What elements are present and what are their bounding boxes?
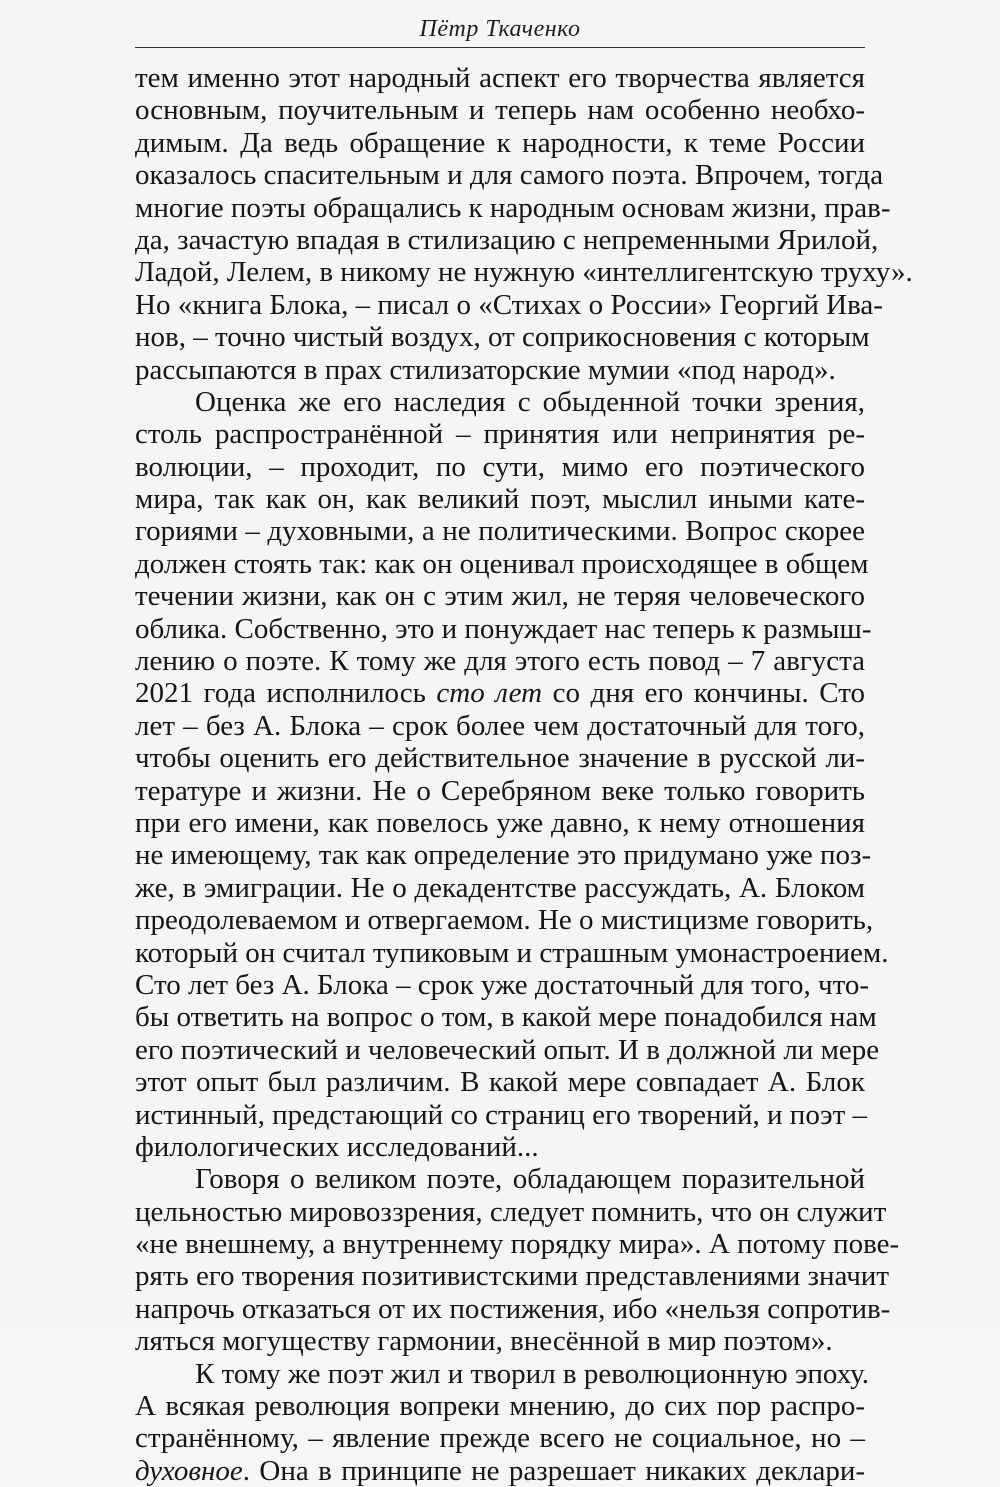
- text-run: . Она в принципе не разрешает никаких деклари-: [242, 1454, 865, 1487]
- text-line: основным, поучительным и теперь нам особенно необхо-: [135, 94, 865, 127]
- paragraph-start-line: Оценка же его наследия с обыденной точки зрения,: [195, 385, 865, 418]
- text-line: волюции, – проходит, по сути, мимо его поэтического: [135, 450, 865, 483]
- text-line: Ладой, Лелем, в никому не нужную «интеллигентскую труху».: [135, 256, 913, 289]
- text-line: димым. Да ведь обращение к народности, к теме России: [135, 126, 865, 159]
- text-line: оказалось спасительным и для самого поэта. Впрочем, тогда: [135, 159, 884, 192]
- italic-run: духовное: [135, 1454, 243, 1487]
- text-line: который он считал тупиковым и страшным умонастроением.: [135, 936, 889, 969]
- text-line: А всякая революция вопреки мнению, до сих пор распро-: [135, 1390, 865, 1423]
- text-line: не имеющему, так как определение это придумано уже поз-: [135, 839, 872, 872]
- text-line: лению о поэте. К тому же для этого есть повод – 7 августа: [135, 645, 865, 678]
- text-line: цельностью мировоззрения, следует помнить, что он служит: [135, 1195, 887, 1228]
- text-line: многие поэты обращались к народным основам жизни, прав-: [135, 191, 891, 224]
- text-line: истинный, предстающий со страниц его творений, и поэт –: [135, 1098, 868, 1131]
- text-line: нов, – точно чистый воздух, от соприкосновения с которым: [135, 321, 870, 354]
- text-line: чтобы оценить его действительное значение в русской ли-: [135, 742, 865, 775]
- text-line: тературе и жизни. Не о Серебряном веке только говорить: [135, 774, 865, 807]
- text-line: напрочь отказаться от их постижения, ибо «нельзя сопротив-: [135, 1292, 891, 1325]
- text-line: рять его творения позитивистскими представлениями значит: [135, 1260, 889, 1293]
- text-line: течении жизни, как он с этим жил, не теряя человеческого: [135, 580, 865, 613]
- text-line: его поэтический и человеческий опыт. И в должной ли мере: [135, 1033, 880, 1066]
- text-line: при его имени, как повелось уже давно, к нему отношения: [135, 806, 865, 839]
- text-line: столь распространённой – принятия или непринятия ре-: [135, 418, 865, 451]
- text-line-mixed: [135, 677, 865, 709]
- italic-run: сто лет: [436, 677, 543, 710]
- text-line: «не внешнему, а внутреннему порядку мира». А потому пове-: [135, 1228, 900, 1261]
- text-line: преодолеваемом и отвергаемом. Не о мистицизме говорить,: [135, 904, 874, 937]
- text-line: же, в эмиграции. Не о декадентстве рассуждать, А. Блоком: [135, 871, 865, 904]
- text-line: должен стоять так: как он оценивал происходящее в общем: [135, 547, 869, 580]
- text-line: облика. Собственно, это и понуждает нас теперь к размыш-: [135, 612, 872, 645]
- header-rule: [135, 47, 865, 48]
- text-line: лет – без А. Блока – срок более чем достаточный для того,: [135, 709, 865, 742]
- text-line: этот опыт был различим. В какой мере совпадает А. Блок: [135, 1066, 865, 1099]
- paragraph-start-line: Говоря о великом поэте, обладающем поразительной: [195, 1163, 865, 1196]
- running-head: Пётр Ткаченко: [419, 16, 581, 42]
- text-line: ляться могуществу гармонии, внесённой в мир поэтом».: [135, 1325, 833, 1358]
- text-line: филологических исследований...: [135, 1130, 539, 1163]
- text-line: Сто лет без А. Блока – срок уже достаточный для того, что-: [135, 968, 870, 1001]
- text-line: гориями – духовными, а не политическими. Вопрос скорее: [135, 515, 865, 548]
- text-line: странённому, – явление прежде всего не социальное, но –: [135, 1422, 865, 1455]
- paragraph-start-line: К тому же поэт жил и творил в революционную эпоху.: [195, 1357, 869, 1390]
- text-line: да, зачастую впадая в стилизацию с непременными Ярилой,: [135, 223, 879, 256]
- text-line: тем именно этот народный аспект его творчества является: [135, 62, 865, 94]
- text-line: Но «книга Блока, – писал о «Стихах о России» Георгий Ива-: [135, 288, 883, 321]
- text-run: со дня его кончины. Сто: [542, 677, 866, 710]
- text-line: рассыпаются в прах стилизаторские мумии «под народ».: [135, 353, 836, 386]
- text-run: 2021 года исполнилось: [135, 677, 437, 710]
- body-text: [135, 62, 913, 1487]
- text-line: бы ответить на вопрос о том, в какой мере понадобился нам: [135, 1001, 877, 1034]
- text-line-mixed: [135, 1455, 865, 1487]
- text-line: мира, так как он, как великий поэт, мыслил иными кате-: [135, 483, 865, 516]
